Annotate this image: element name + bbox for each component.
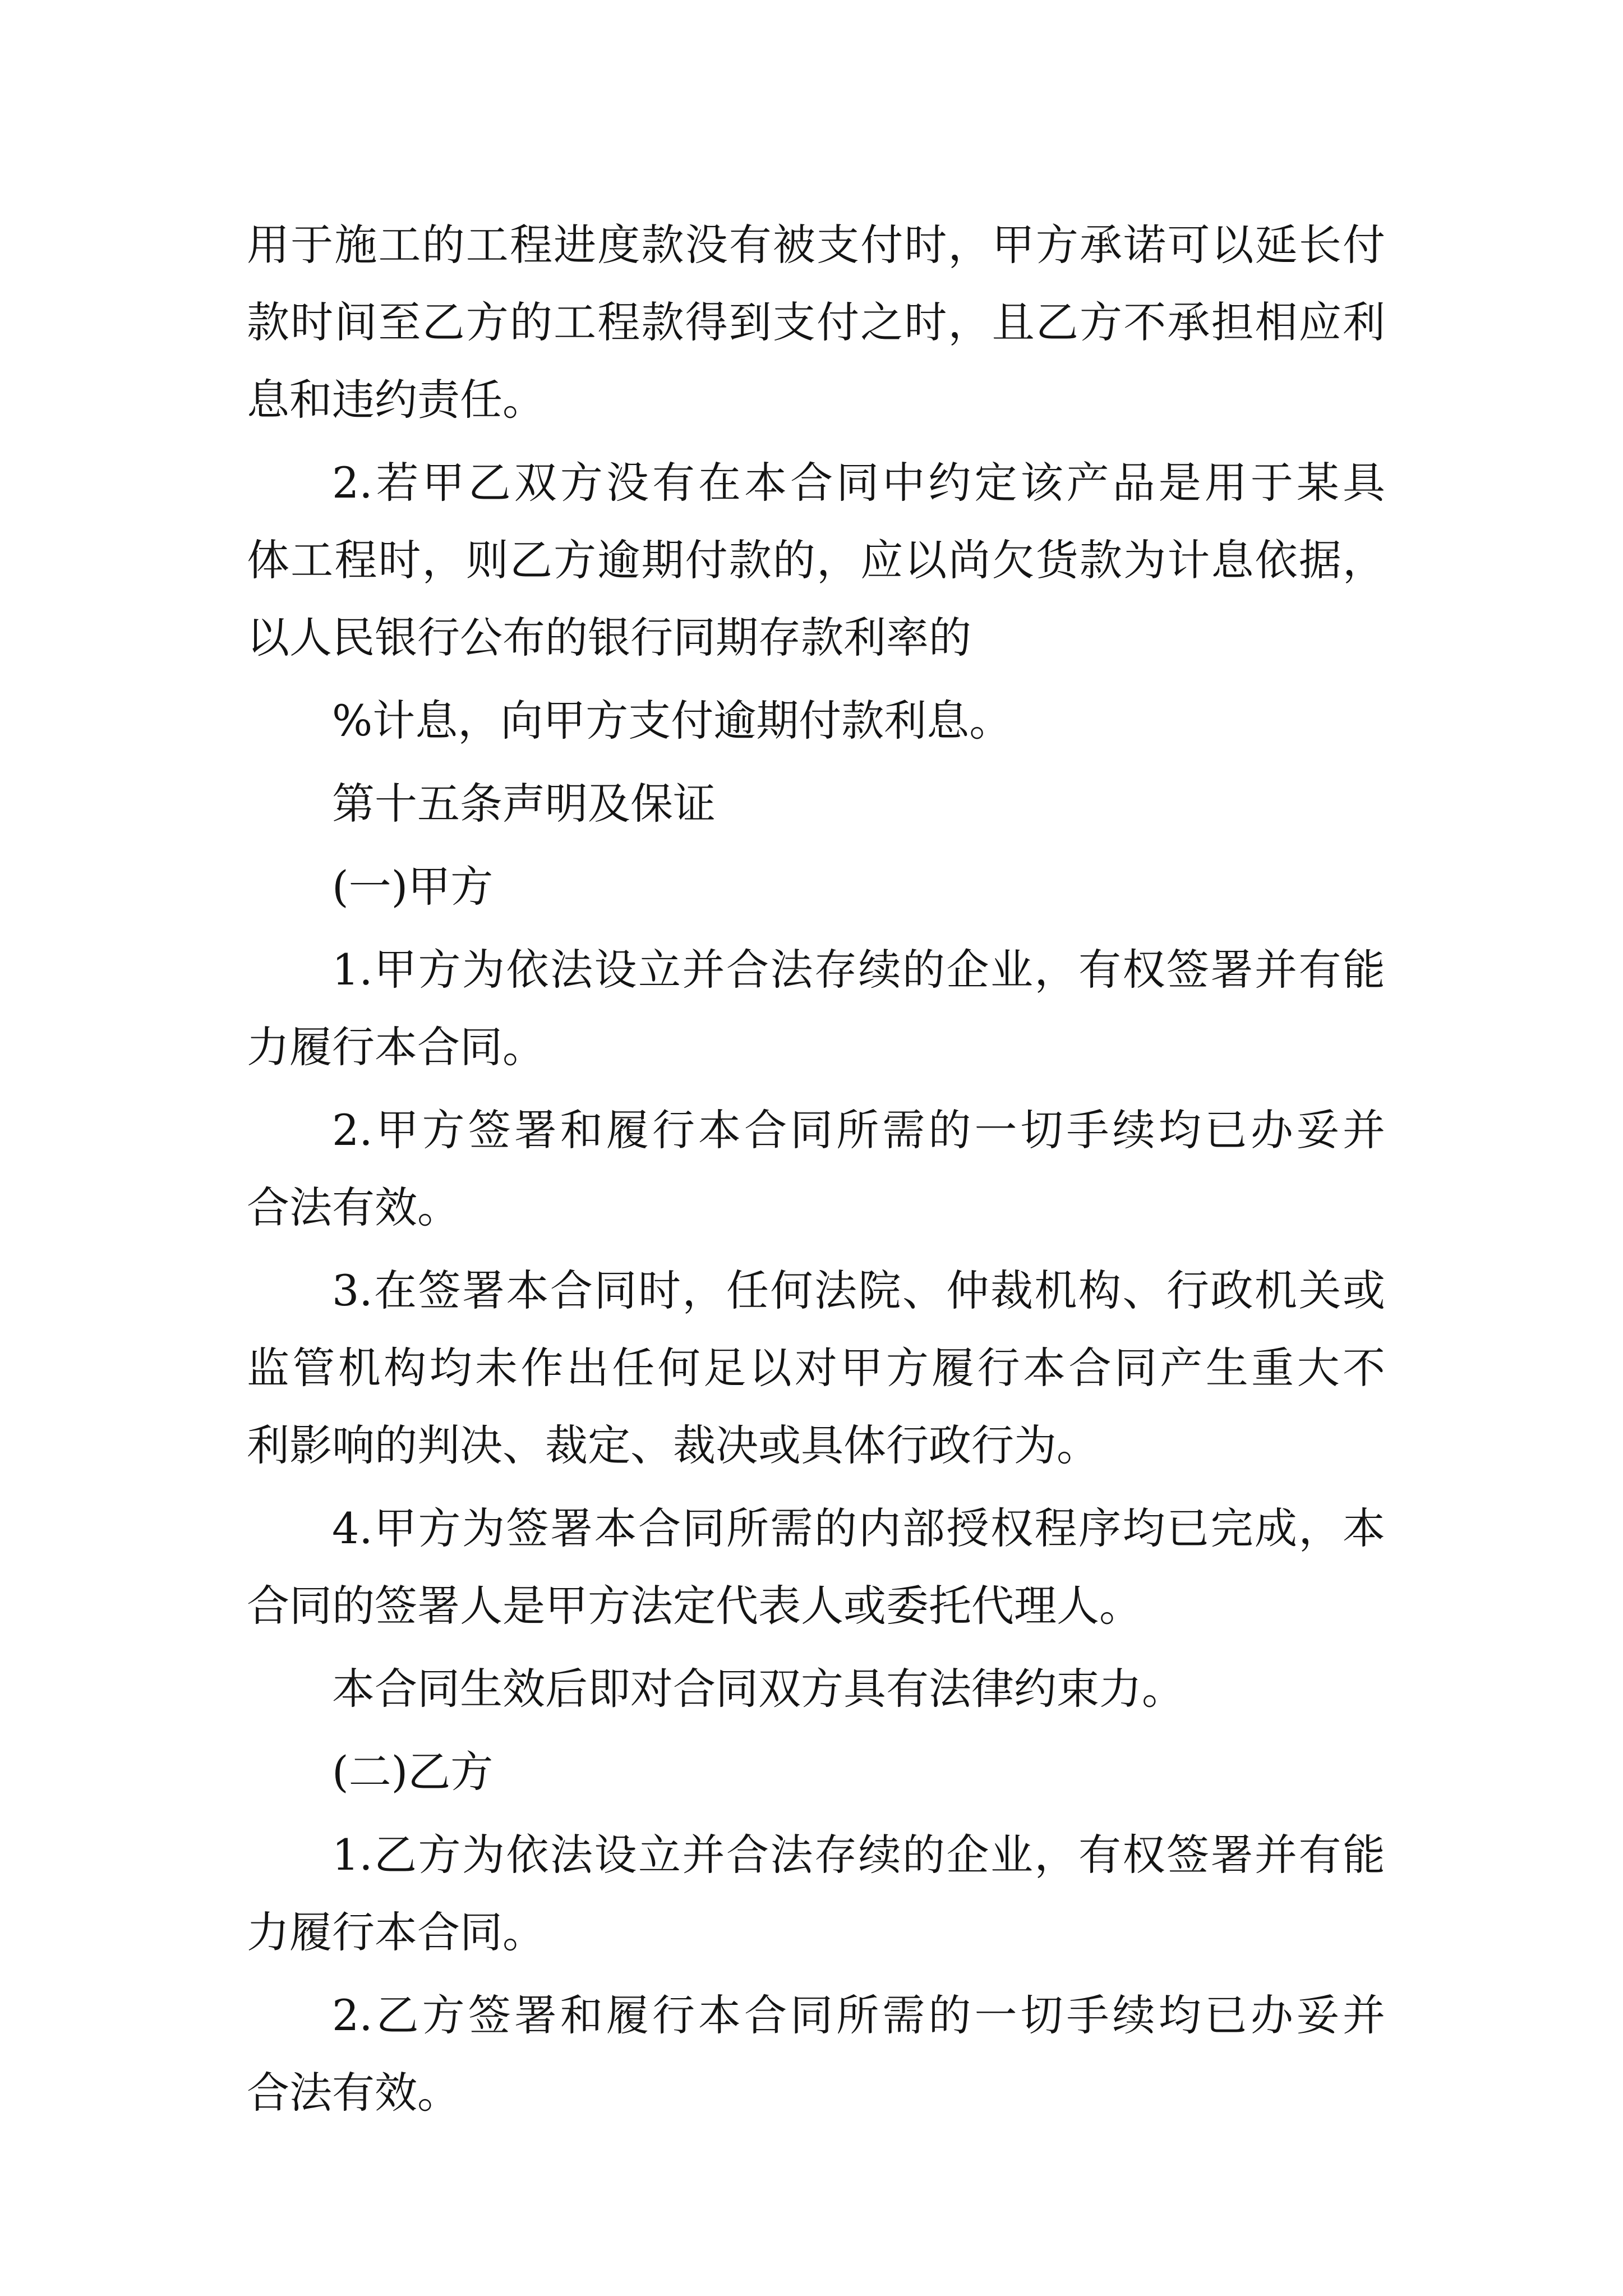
paragraph-a-1 <box>247 931 1385 1086</box>
text-line: 以人民银行公布的银行同期存款利率的 <box>247 613 971 662</box>
text-line: 利影响的判决、裁定、裁决或具体行政行为。 <box>247 1420 1099 1470</box>
text-line: 1.甲方为依法设立并合法存续的企业，有权签署并有能 <box>332 945 1385 995</box>
paragraph-b-2 <box>247 1977 1385 2132</box>
paragraph-a-2 <box>247 1092 1385 1246</box>
paragraph-b-1 <box>247 1816 1385 1971</box>
heading-line: 第十五条声明及保证 <box>332 779 716 829</box>
paragraph-binding <box>247 1650 1385 1728</box>
text-line: 力履行本合同。 <box>247 1907 545 1957</box>
paragraph-continuation <box>247 206 1385 439</box>
paragraph-clause-2 <box>247 444 1385 677</box>
text-line: 2.若甲乙双方没有在本合同中约定该产品是用于某具 <box>332 458 1385 508</box>
subsection-party-b <box>247 1733 1385 1811</box>
subsection-party-a <box>247 848 1385 926</box>
paragraph-a-3 <box>247 1252 1385 1484</box>
text-line: 监管机构均未作出任何足以对甲方履行本合同产生重大不 <box>247 1343 1385 1393</box>
text-line: %计息，向甲方支付逾期付款利息。 <box>332 696 1012 746</box>
text-line: 息和违约责任。 <box>247 375 545 425</box>
paragraph-a-4 <box>247 1490 1385 1645</box>
text-line: 3.在签署本合同时，任何法院、仲裁机构、行政机关或 <box>332 1266 1385 1315</box>
text-line: 体工程时，则乙方逾期付款的，应以尚欠货款为计息依据， <box>247 535 1385 585</box>
text-line: 合同的签署人是甲方法定代表人或委托代理人。 <box>247 1581 1142 1631</box>
text-line: 4.甲方为签署本合同所需的内部授权程序均已完成，本 <box>332 1503 1385 1553</box>
text-line: 2.乙方签署和履行本合同所需的一切手续均已办妥并 <box>332 1990 1385 2040</box>
text-line: 1.乙方为依法设立并合法存续的企业，有权签署并有能 <box>332 1830 1385 1880</box>
text-line: 款时间至乙方的工程款得到支付之时，且乙方不承担相应利 <box>247 297 1385 347</box>
text-line: 力履行本合同。 <box>247 1022 545 1072</box>
text-line: (一)甲方 <box>332 862 494 912</box>
section-heading <box>247 765 1385 843</box>
text-line: 2.甲方签署和履行本合同所需的一切手续均已办妥并 <box>332 1105 1385 1155</box>
document-body <box>247 206 1385 2132</box>
text-line: (二)乙方 <box>332 1747 494 1797</box>
text-line: 合法有效。 <box>247 1182 460 1232</box>
paragraph-interest <box>247 682 1385 760</box>
text-line: 用于施工的工程进度款没有被支付时，甲方承诺可以延长付 <box>247 220 1385 270</box>
text-line: 本合同生效后即对合同双方具有法律约束力。 <box>332 1664 1184 1714</box>
text-line: 合法有效。 <box>247 2068 460 2118</box>
